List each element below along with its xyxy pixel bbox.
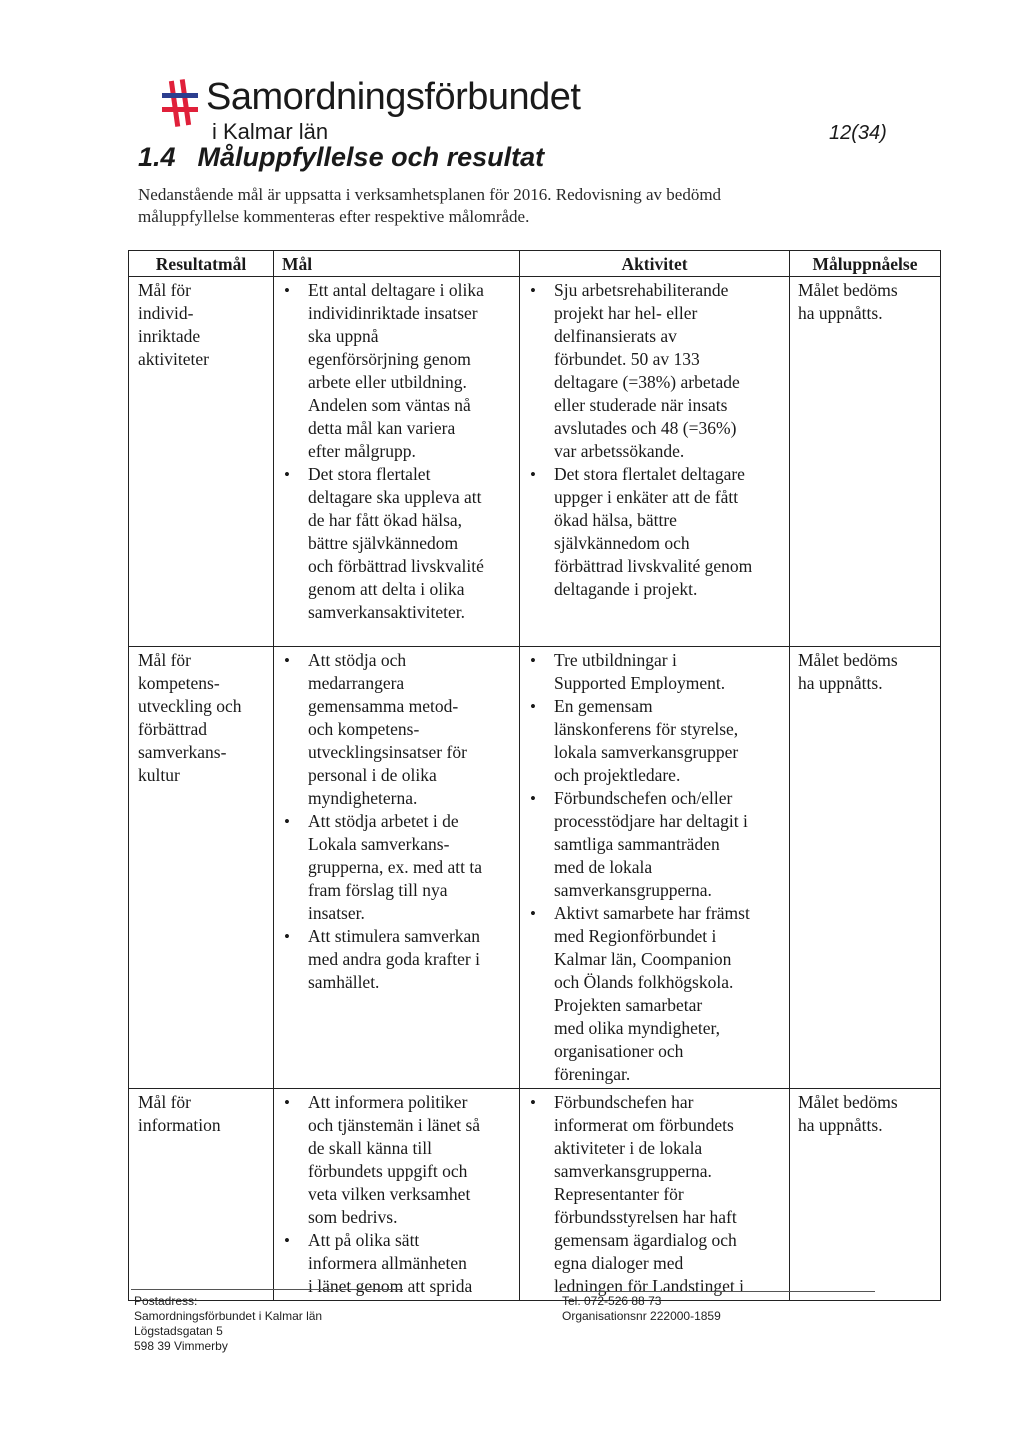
cell-line: deltagande i projekt. xyxy=(554,579,698,599)
cell-line: och kompetens- xyxy=(308,719,420,739)
cell-line: ökad hälsa, bättre xyxy=(554,510,677,530)
cell-line: Kalmar län, Coompanion xyxy=(554,949,732,969)
cell-line: ha uppnåtts. xyxy=(798,673,883,693)
cell-activities xyxy=(520,1089,790,1301)
table-header-row xyxy=(129,251,941,277)
footer-line: Tel. 072-526 88 73 xyxy=(562,1294,662,1308)
bullet-item xyxy=(282,1229,511,1298)
cell-line: lokala samverkansgrupper xyxy=(554,742,739,762)
cell-line: eller studerade när insats xyxy=(554,395,728,415)
cell-line: Målet bedöms xyxy=(798,1092,898,1112)
cell-line: • Aktivt samarbete har främst xyxy=(554,903,750,923)
cell-line: • Sju arbetsrehabiliterande xyxy=(554,280,729,300)
cell-line: gemensam ägardialog och xyxy=(554,1230,737,1250)
cell-line: egenförsörjning genom xyxy=(308,349,471,369)
bullet-list xyxy=(282,649,511,994)
page-number: 12(34) xyxy=(829,122,887,144)
cell-line: gemensamma metod- xyxy=(308,696,459,716)
cell-line: uppger i enkäter att de fått xyxy=(554,487,739,507)
cell-line: Målet bedöms xyxy=(798,280,898,300)
cell-line: med de lokala xyxy=(554,857,653,877)
cell-line: Projekten samarbetar xyxy=(554,995,703,1015)
cell-line: genom att delta i olika xyxy=(308,579,465,599)
bullet-item xyxy=(528,463,781,601)
cell-line: arbete eller utbildning. xyxy=(308,372,467,392)
cell-line: organisationer och xyxy=(554,1041,684,1061)
footer-line: Lögstadsgatan 5 xyxy=(134,1324,223,1338)
cell-activities xyxy=(520,647,790,1089)
cell-line: aktiviteter xyxy=(138,349,209,369)
bullet-item xyxy=(528,902,781,1086)
cell-line: ska uppnå xyxy=(308,326,379,346)
cell-line: Andelen som väntas nå xyxy=(308,395,471,415)
intro-line: Nedanstående mål är uppsatta i verksamhetsplanen för 2016. Redovisning av bedömd xyxy=(138,185,722,204)
cell-line: utveckling och xyxy=(138,696,242,716)
table-row xyxy=(129,1089,941,1301)
cell-line: insatser. xyxy=(308,903,365,923)
cell-line: förbundet. 50 av 133 xyxy=(554,349,700,369)
cell-line: samverkans- xyxy=(138,742,227,762)
cell-outcome xyxy=(790,277,941,647)
cell-goals xyxy=(274,647,520,1089)
cell-line: delfinansierats av xyxy=(554,326,677,346)
cell-line: • Förbundschefen och/eller xyxy=(554,788,733,808)
cell-result-goal xyxy=(129,277,274,647)
intro-paragraph xyxy=(138,184,858,228)
cell-line: information xyxy=(138,1115,221,1135)
bullet-item xyxy=(528,279,781,463)
cell-line: samverkansaktiviteter. xyxy=(308,602,465,622)
cell-line: • Att stimulera samverkan xyxy=(308,926,481,946)
cell-line: förbättrad xyxy=(138,719,207,739)
cell-line: utvecklingsinsatser för xyxy=(308,742,467,762)
cell-line: förbundets uppgift och xyxy=(308,1161,468,1181)
cell-line: aktiviteter i de lokala xyxy=(554,1138,703,1158)
cell-line: med andra goda krafter i xyxy=(308,949,481,969)
cell-line: • En gemensam xyxy=(554,696,653,716)
cell-line: samverkansgrupperna. xyxy=(554,880,712,900)
cell-line: i länet genom att sprida xyxy=(308,1276,473,1296)
cell-line: individinriktade insatser xyxy=(308,303,478,323)
cell-line: myndigheterna. xyxy=(308,788,418,808)
footer-divider-left xyxy=(131,1289,403,1290)
footer-line: Organisationsnr 222000-1859 xyxy=(562,1309,721,1323)
cell-line: • Att på olika sätt xyxy=(308,1230,420,1250)
cell-line: inriktade xyxy=(138,326,201,346)
cell-line: processtödjare har deltagit i xyxy=(554,811,748,831)
cell-line: Mål för xyxy=(138,650,191,670)
cell-line: med Regionförbundet i xyxy=(554,926,717,946)
cell-line: grupperna, ex. med att ta xyxy=(308,857,482,877)
cell-line: Supported Employment. xyxy=(554,673,726,693)
bullet-item xyxy=(282,279,511,463)
results-table xyxy=(128,250,941,1301)
cell-line: kompetens- xyxy=(138,673,220,693)
cell-line: avslutades och 48 (=36%) xyxy=(554,418,737,438)
bullet-item xyxy=(282,463,511,624)
bullet-list xyxy=(282,1091,511,1298)
cell-line: personal i de olika xyxy=(308,765,437,785)
bullet-item xyxy=(282,1091,511,1229)
cell-line: fram förslag till nya xyxy=(308,880,448,900)
cell-line: deltagare (=38%) arbetade xyxy=(554,372,740,392)
cell-line: förbundsstyrelsen har haft xyxy=(554,1207,737,1227)
cell-outcome xyxy=(790,1089,941,1301)
cell-line: ledningen för Landstinget i xyxy=(554,1276,745,1296)
bullet-item xyxy=(528,787,781,902)
bullet-item xyxy=(528,649,781,695)
cell-line: egna dialoger med xyxy=(554,1253,684,1273)
column-header-maluppnaelse: Måluppnåelse xyxy=(790,251,941,277)
table-row xyxy=(129,277,941,647)
cell-line: bättre självkännedom xyxy=(308,533,459,553)
cell-line: och tjänstemän i länet så xyxy=(308,1115,481,1135)
cell-line: Representanter för xyxy=(554,1184,684,1204)
cell-result-goal xyxy=(129,1089,274,1301)
cell-outcome xyxy=(790,647,941,1089)
bullet-list xyxy=(528,1091,781,1298)
column-header-resultatmal: Resultatmål xyxy=(129,251,274,277)
cell-line: förbättrad livskvalité genom xyxy=(554,556,753,576)
cell-line: medarrangera xyxy=(308,673,405,693)
footer-postal-address xyxy=(134,1294,322,1354)
cell-line: detta mål kan variera xyxy=(308,418,456,438)
cell-line: informera allmänheten xyxy=(308,1253,467,1273)
section-title: Måluppfyllelse och resultat xyxy=(197,142,545,172)
cell-line: med olika myndigheter, xyxy=(554,1018,720,1038)
footer-line: Postadress: xyxy=(134,1294,198,1308)
cell-line: deltagare ska uppleva att xyxy=(308,487,482,507)
cell-goals xyxy=(274,1089,520,1301)
cell-line: föreningar. xyxy=(554,1064,631,1084)
cell-line: samhället. xyxy=(308,972,380,992)
section-heading xyxy=(138,142,544,173)
bullet-item xyxy=(282,925,511,994)
footer-line: 598 39 Vimmerby xyxy=(134,1339,228,1353)
cell-result-goal xyxy=(129,647,274,1089)
bullet-item xyxy=(528,695,781,787)
cell-line: ha uppnåtts. xyxy=(798,1115,883,1135)
brand-subtitle: i Kalmar län xyxy=(212,119,329,144)
cell-line: • Att stödja arbetet i de xyxy=(308,811,459,831)
cell-line: de har fått ökad hälsa, xyxy=(308,510,463,530)
column-header-aktivitet: Aktivitet xyxy=(520,251,790,277)
cell-line: och förbättrad livskvalité xyxy=(308,556,484,576)
intro-line: måluppfyllelse kommenteras efter respektive målområde. xyxy=(138,207,530,226)
cell-line: • Det stora flertalet xyxy=(308,464,431,484)
cell-line: • Ett antal deltagare i olika xyxy=(308,280,484,300)
cell-line: länskonferens för styrelse, xyxy=(554,719,739,739)
bullet-list xyxy=(528,279,781,601)
cell-line: som bedrivs. xyxy=(308,1207,398,1227)
cell-line: och projektledare. xyxy=(554,765,681,785)
cell-line: kultur xyxy=(138,765,180,785)
bullet-list xyxy=(282,279,511,624)
cell-activities xyxy=(520,277,790,647)
cell-line: var arbetssökande. xyxy=(554,441,685,461)
bullet-item xyxy=(528,1091,781,1298)
bullet-item xyxy=(282,810,511,925)
cell-line: informerat om förbundets xyxy=(554,1115,734,1135)
cell-line: efter målgrupp. xyxy=(308,441,416,461)
table-row xyxy=(129,647,941,1089)
cell-line: • Det stora flertalet deltagare xyxy=(554,464,745,484)
footer-contact xyxy=(562,1294,721,1324)
brand-name: Samordningsförbundet xyxy=(206,76,581,118)
cell-line: individ- xyxy=(138,303,194,323)
cell-line: • Att informera politiker xyxy=(308,1092,468,1112)
cell-line: • Att stödja och xyxy=(308,650,407,670)
cell-line: projekt har hel- eller xyxy=(554,303,698,323)
cell-goals xyxy=(274,277,520,647)
cell-line: självkännedom och xyxy=(554,533,690,553)
cell-line: Mål för xyxy=(138,280,191,300)
footer-line: Samordningsförbundet i Kalmar län xyxy=(134,1309,323,1323)
cell-line: och Ölands folkhögskola. xyxy=(554,972,734,992)
cell-line: ha uppnåtts. xyxy=(798,303,883,323)
cell-line: veta vilken verksamhet xyxy=(308,1184,471,1204)
footer-divider-right xyxy=(559,1291,875,1292)
samordningsforbundet-logo xyxy=(160,78,200,128)
column-header-mal: Mål xyxy=(274,251,520,277)
cell-line: Målet bedöms xyxy=(798,650,898,670)
cell-line: • Tre utbildningar i xyxy=(554,650,677,670)
cell-line: de skall känna till xyxy=(308,1138,432,1158)
cell-line: samtliga sammanträden xyxy=(554,834,720,854)
bullet-item xyxy=(282,649,511,810)
cell-line: • Förbundschefen har xyxy=(554,1092,694,1112)
bullet-list xyxy=(528,649,781,1086)
section-number: 1.4 xyxy=(138,142,176,172)
cell-line: samverkansgrupperna. xyxy=(554,1161,712,1181)
cell-line: Lokala samverkans- xyxy=(308,834,450,854)
cell-line: Mål för xyxy=(138,1092,191,1112)
